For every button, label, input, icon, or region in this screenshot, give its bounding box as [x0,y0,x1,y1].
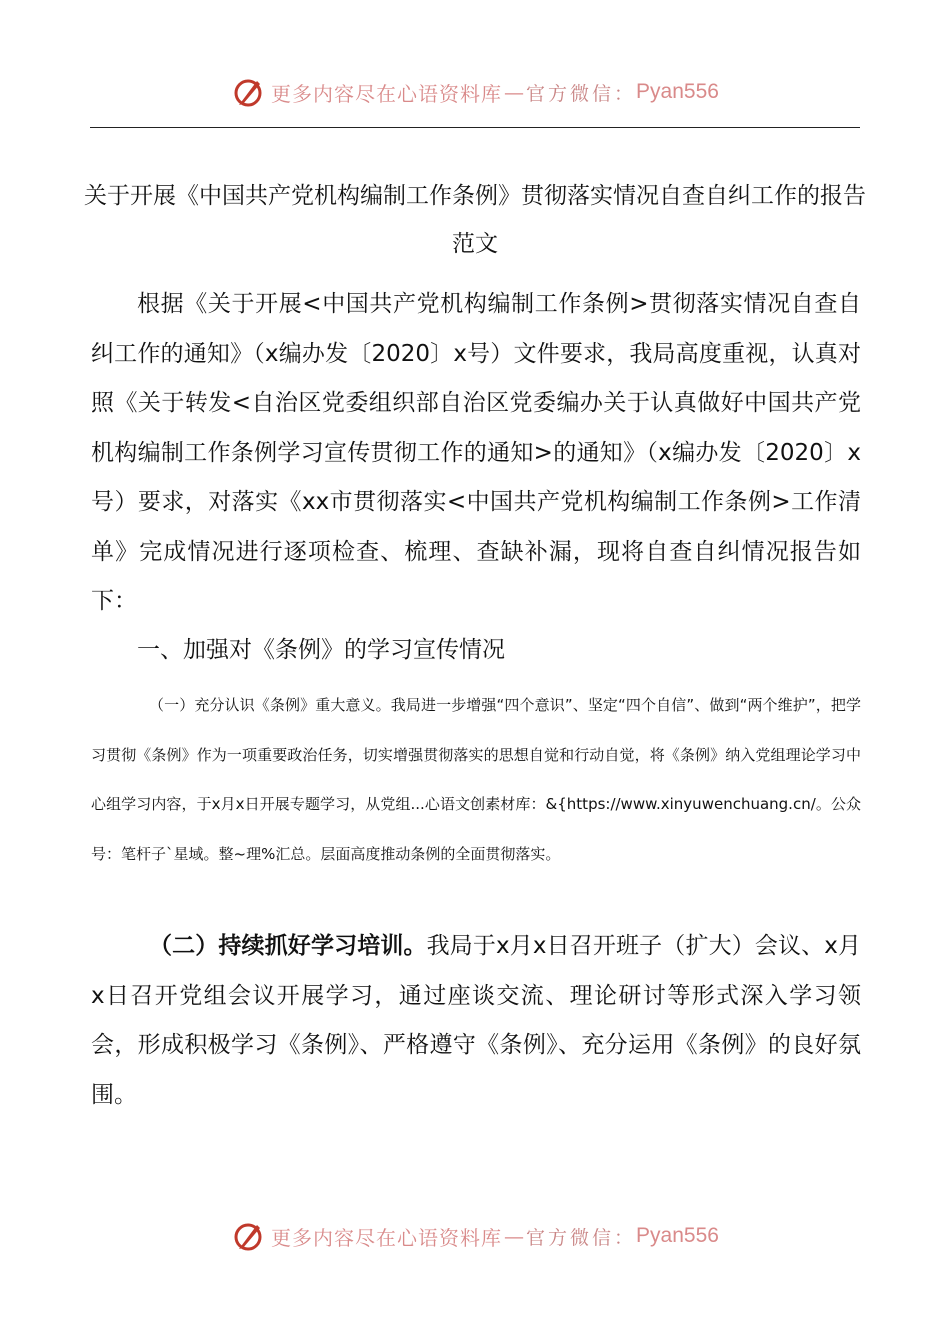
banner-wechat-id: Pyan556 [636,1224,719,1247]
banner-dash: — [504,1224,525,1248]
banner-wechat-label: 官方微信： [526,82,637,105]
subsection-2-heading: （二）持续抓好学习培训。 [149,933,427,959]
banner-main-text: 更多内容尽在心语资料库 [271,81,503,106]
subsection-1-paragraph: （一）充分认识《条例》重大意义。我局进一步增强“四个意识”、坚定“四个自信”、做到“两个维护”，把学习贯彻《条例》作为一项重要政治任务，切实增强贯彻落实的思想自觉和行动自觉，将《条例》纳入党组理论学习中心组学习内容，于x月x日开展专题学习，从党组...心语文创素材库：&{https://www.xinyuwenchuang.cn/。公众号：笔杆子`星域。整~理%汇总。层面高度推动条例的全面贯彻落实。 [91,696,861,863]
banner-wechat-id: Pyan556 [636,80,719,103]
section-heading-1: 一、加强对《条例》的学习宣传情况 [137,637,505,663]
subsection-2-body: 我局于x月x日召开班子（扩大）会议、x月x日召开党组会议开展学习，通过座谈交流、理论研讨等形式深入学习领会，形成积极学习《条例》、严格遵守《条例》、充分运用《条例》的良好氛围。 [91,933,861,1108]
document-title: 关于开展《中国共产党机构编制工作条例》贯彻落实情况自查自纠工作的报告范文 [84,183,866,257]
footer-banner [0,1214,950,1258]
banner-wechat-label: 官方微信： [526,1226,637,1249]
quill-circle-logo-icon [231,75,265,109]
banner-main-text: 更多内容尽在心语资料库 [271,1225,503,1250]
header-banner [0,70,950,114]
header-divider [90,127,860,128]
subsection-2-paragraph [91,922,861,1120]
intro-paragraph: 根据《关于开展<中国共产党机构编制工作条例>贯彻落实情况自查自纠工作的通知》（x编办发〔2020〕x号）文件要求，我局高度重视，认真对照《关于转发<自治区党委组织部自治区党委编办关于认真做好中国共产党机构编制工作条例学习宣传贯彻工作的通知>的通知》（x编办发〔2020〕x号）要求，对落实《xx市贯彻落实<中国共产党机构编制工作条例>工作清单》完成情况进行逐项检查、梳理、查缺补漏，现将自查自纠情况报告如下： [91,291,861,614]
quill-circle-logo-icon [231,1219,265,1253]
banner-dash: — [504,80,525,104]
